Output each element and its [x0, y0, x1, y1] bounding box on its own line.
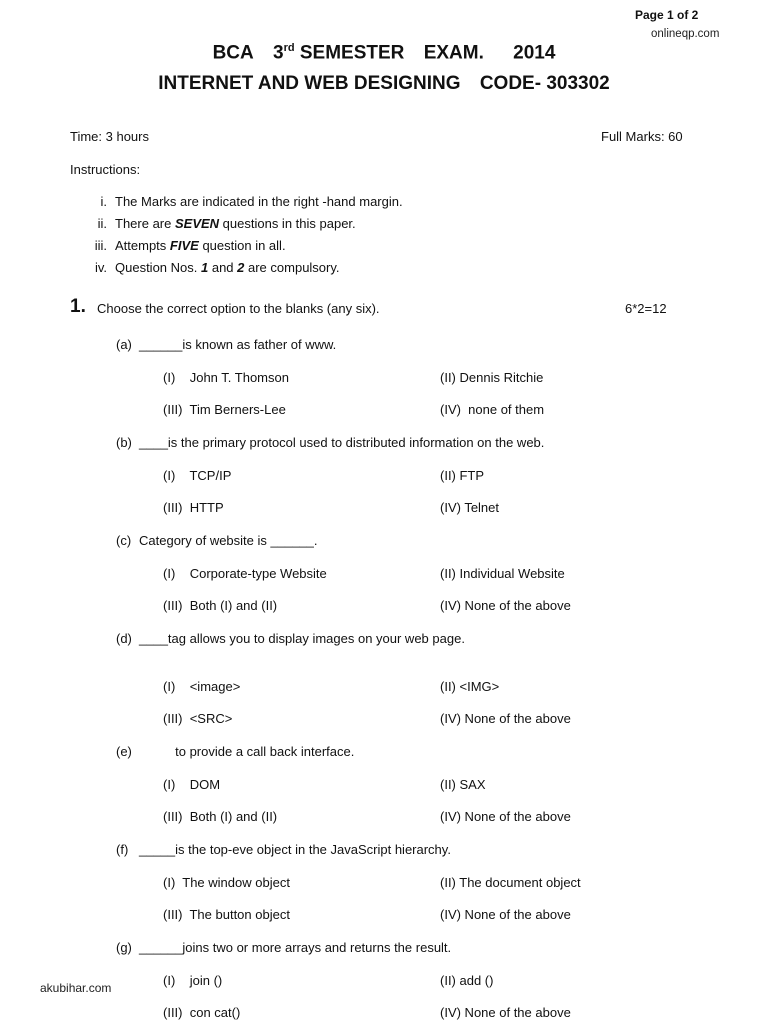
answer-option: (I) <image>: [163, 679, 241, 694]
instructions-heading: Instructions:: [70, 162, 141, 177]
watermark-text: akubihar.com: [40, 981, 112, 995]
sub-question: (f) _____is the top-eve object in the JavaScript hierarchy.: [116, 842, 451, 857]
answer-option: (IV) None of the above: [440, 598, 571, 613]
course-name: BCA: [212, 42, 254, 64]
sub-question: (b) ____is the primary protocol used to distributed information on the web.: [116, 435, 545, 450]
instruction-item: i. The Marks are indicated in the right -hand margin.: [100, 194, 403, 209]
instruction-item: ii. There are SEVEN questions in this paper.: [97, 216, 356, 231]
instruction-item: iv. Question Nos. 1 and 2 are compulsory.: [94, 260, 340, 275]
answer-option: (III) con cat(): [163, 1005, 241, 1020]
question-text: Choose the correct option to the blanks (any six).: [97, 301, 380, 316]
answer-option: (I) The window object: [163, 875, 290, 890]
answer-option: (II) Dennis Ritchie: [440, 370, 544, 385]
sub-question: (d) ____tag allows you to display images on your web page.: [116, 631, 465, 646]
answer-option: (IV) None of the above: [440, 907, 571, 922]
answer-option: (III) <SRC>: [163, 711, 233, 726]
answer-option: (IV) none of them: [440, 402, 545, 417]
answer-option: (III) The button object: [163, 907, 290, 922]
sub-question: (e) to provide a call back interface.: [116, 744, 355, 759]
sub-question: (a) ______is known as father of www.: [116, 337, 337, 352]
answer-option: (IV) None of the above: [440, 1005, 571, 1020]
page-indicator: Page 1 of 2: [635, 8, 699, 22]
subject-title-line: [0, 73, 768, 95]
answer-option: (II) add (): [440, 973, 494, 988]
full-marks: Full Marks: 60: [601, 129, 683, 144]
answer-option: (II) The document object: [440, 875, 581, 890]
answer-option: (III) Tim Berners-Lee: [163, 402, 286, 417]
semester-word: SEMESTER: [299, 42, 405, 64]
exam-title-line: [0, 42, 768, 64]
answer-option: (IV) Telnet: [440, 500, 500, 515]
exam-duration: Time: 3 hours: [70, 129, 149, 144]
sub-question: (g) ______joins two or more arrays and returns the result.: [116, 940, 452, 955]
answer-option: (I) John T. Thomson: [163, 370, 289, 385]
answer-option: (I) TCP/IP: [163, 468, 232, 483]
answer-option: (II) Individual Website: [440, 566, 565, 581]
exam-year: 2014: [513, 42, 556, 64]
source-site-label: onlineqp.com: [651, 28, 720, 40]
subject-name: INTERNET AND WEB DESIGNING: [158, 73, 461, 94]
answer-option: (I) DOM: [163, 777, 221, 792]
answer-option: (III) HTTP: [163, 500, 224, 515]
instruction-item: iii. Attempts FIVE question in all.: [94, 238, 286, 253]
answer-option: (I) Corporate-type Website: [163, 566, 327, 581]
answer-option: (II) FTP: [440, 468, 485, 483]
answer-option: (III) Both (I) and (II): [163, 809, 278, 824]
answer-option: (III) Both (I) and (II): [163, 598, 278, 613]
question-number: 1.: [70, 296, 86, 317]
answer-option: (IV) None of the above: [440, 809, 571, 824]
exam-word: EXAM.: [423, 42, 484, 64]
answer-option: (I) join (): [163, 973, 223, 988]
sub-question: (c) Category of website is ______.: [116, 533, 318, 548]
subject-code: CODE- 303302: [479, 73, 610, 94]
answer-option: (II) <IMG>: [440, 679, 500, 694]
semester-suffix: rd: [283, 42, 295, 54]
answer-option: (II) SAX: [440, 777, 486, 792]
semester-number: 3: [273, 42, 284, 64]
answer-option: (IV) None of the above: [440, 711, 571, 726]
question-marks: 6*2=12: [625, 301, 667, 316]
